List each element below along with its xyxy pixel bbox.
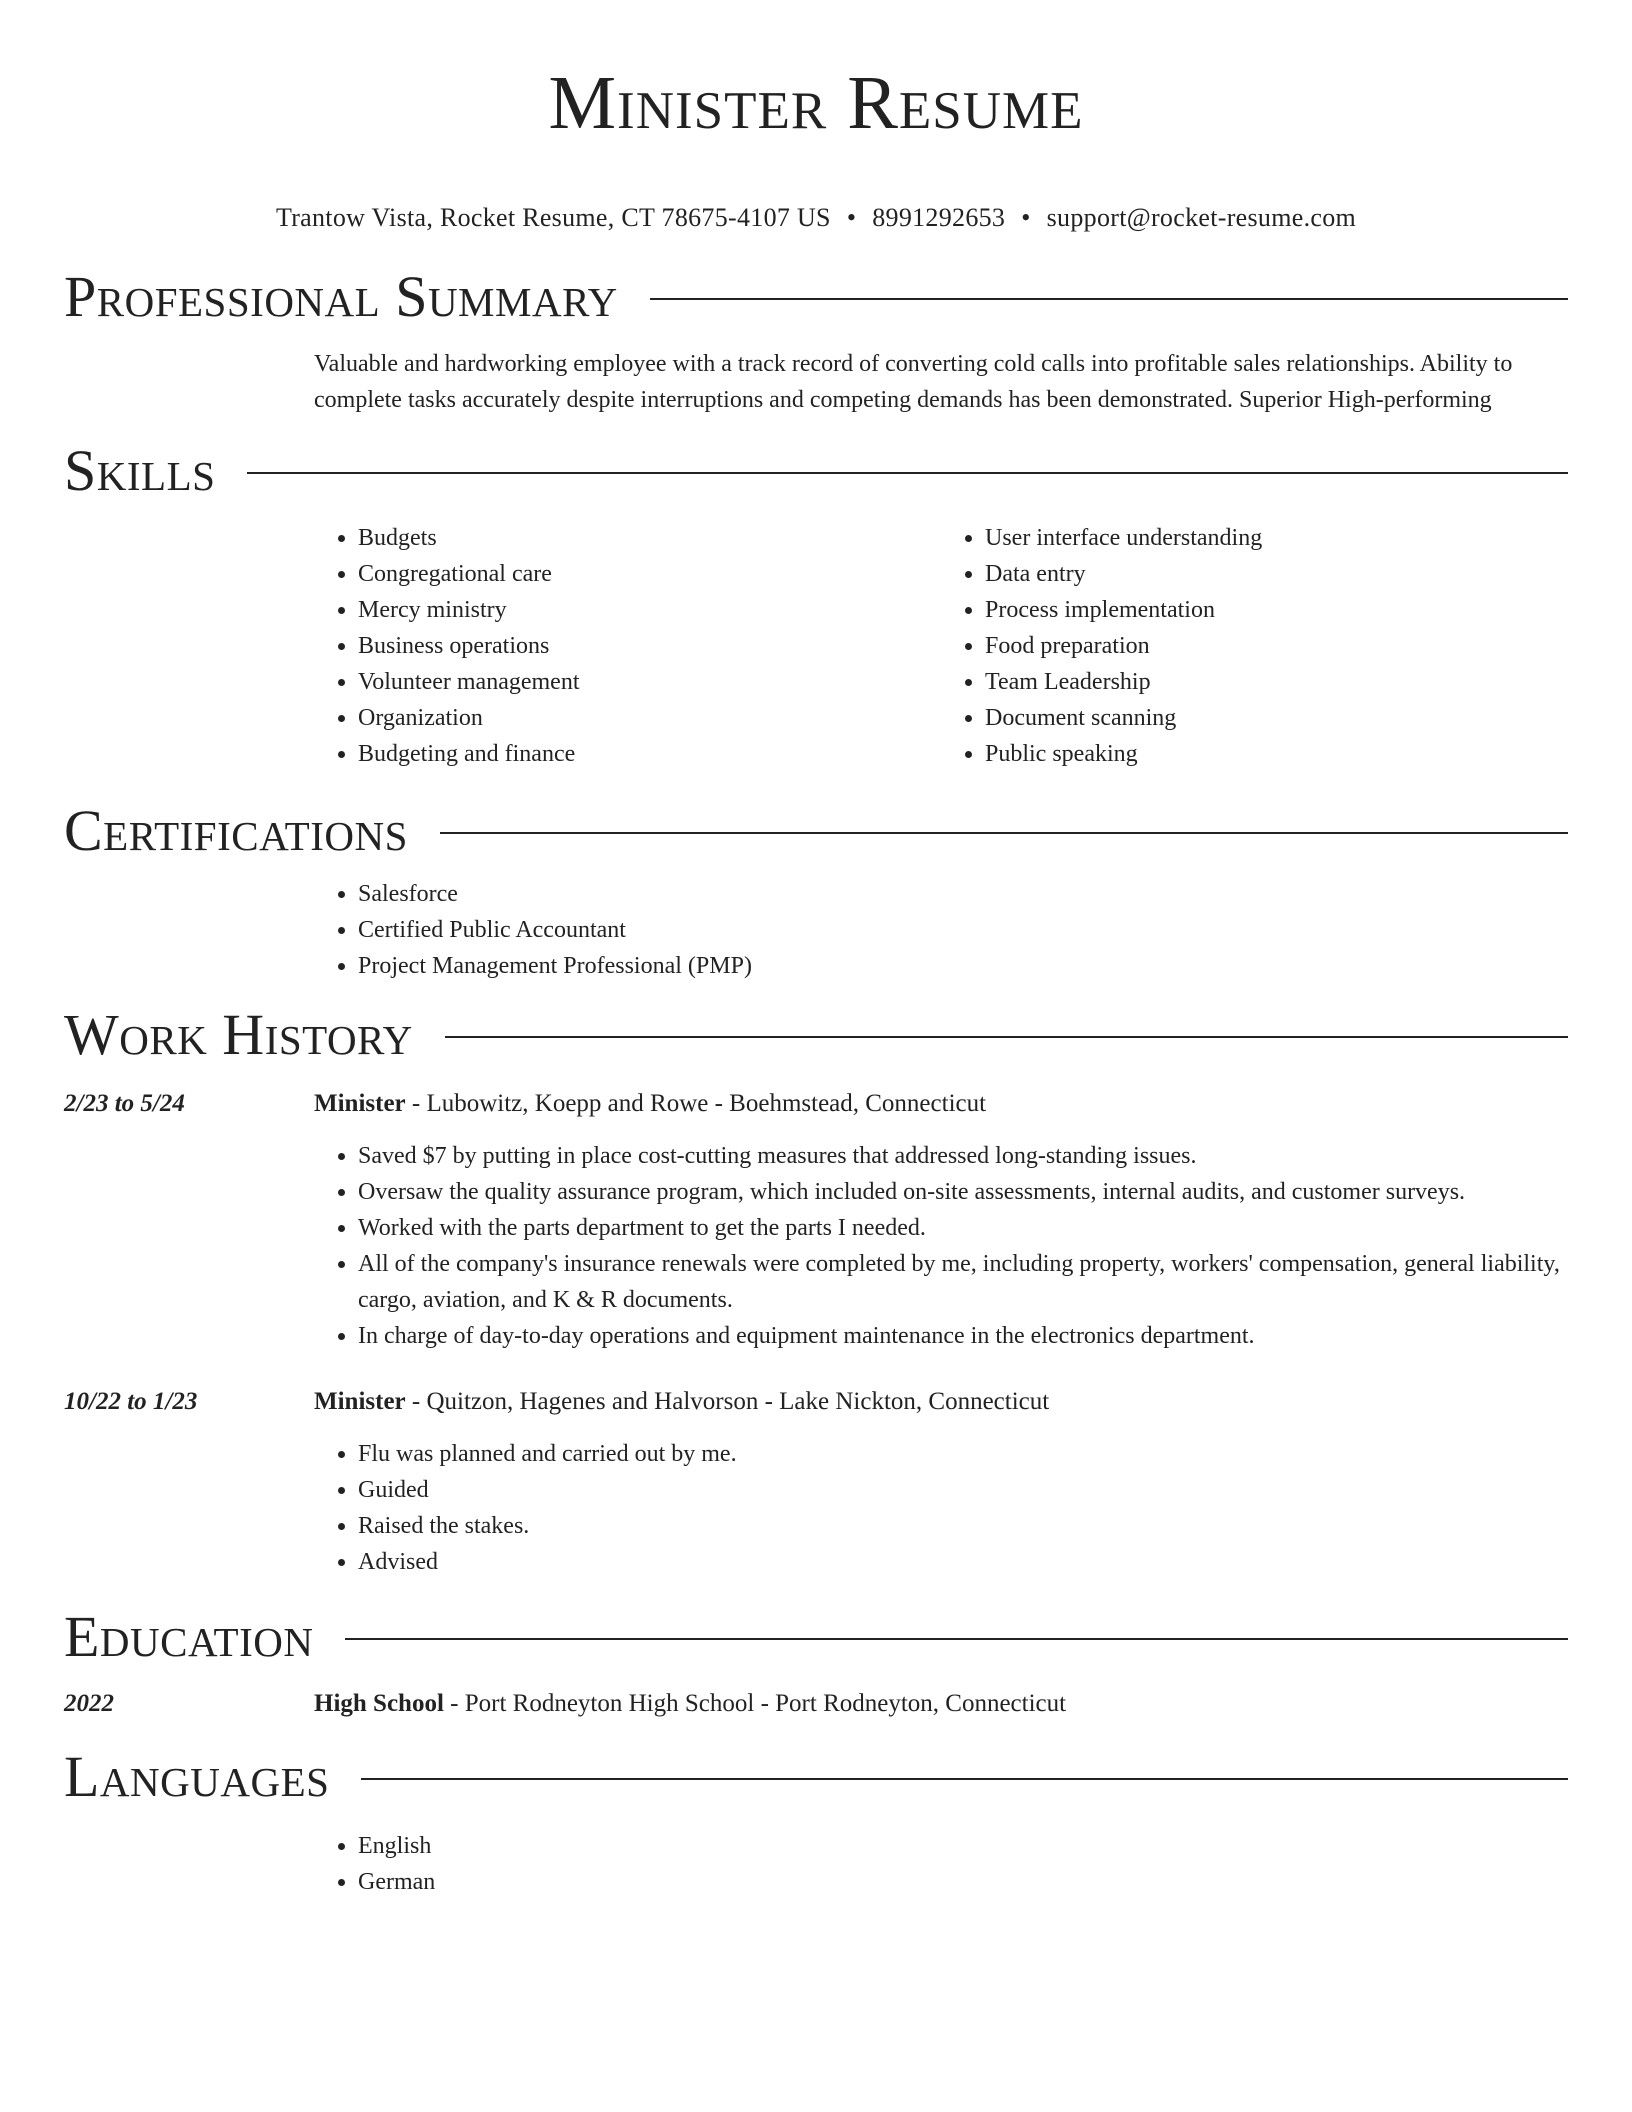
job-bullet: • Flu was planned and carried out by me. — [358, 1436, 1568, 1472]
contact-separator: • — [846, 203, 857, 232]
section-divider — [361, 1778, 1568, 1780]
summary-text: Valuable and hardworking employee with a track record of converting cold calls into profitable sales relationships. Ability to complete tasks accurately despite interruptions and competing demands has been demonstrated. Superior High-performing — [314, 351, 1513, 413]
contact-line — [64, 200, 1568, 236]
job-title: Minister — [314, 1388, 406, 1415]
skill-item: • Budgeting and finance — [358, 736, 941, 772]
certifications-heading: Certifications — [64, 798, 408, 863]
skill-item: • Business operations — [358, 628, 941, 664]
section-divider — [345, 1638, 1568, 1640]
education-year: 2022 — [64, 1690, 114, 1717]
skill-item: • Volunteer management — [358, 664, 941, 700]
education-heading: Education — [64, 1604, 314, 1669]
skill-item: • Data entry — [985, 556, 1568, 592]
job-entry — [64, 1086, 1568, 1122]
job-details: - Quitzon, Hagenes and Halvorson - Lake Nickton, Connecticut — [405, 1388, 1050, 1415]
language-item: • German — [358, 1864, 1568, 1900]
job-bullet: • Raised the stakes. — [358, 1508, 1568, 1544]
skill-item: • Public speaking — [985, 736, 1568, 772]
certification-item: • Certified Public Accountant — [358, 912, 1568, 948]
skill-item: • User interface understanding — [985, 520, 1568, 556]
job-details: - Lubowitz, Koepp and Rowe - Boehmstead, Connecticut — [405, 1090, 987, 1117]
job-dates: 10/22 to 1/23 — [64, 1388, 198, 1415]
skill-item: • Mercy ministry — [358, 592, 941, 628]
skill-item: • Document scanning — [985, 700, 1568, 736]
skill-item: • Food preparation — [985, 628, 1568, 664]
contact-phone: 8991292653 — [872, 203, 1006, 232]
skills-list-right — [941, 520, 1568, 772]
education-degree: High School — [314, 1690, 444, 1717]
job-bullet: • In charge of day-to-day operations and equipment maintenance in the electronics department. — [358, 1318, 1568, 1354]
job-bullets — [314, 1436, 1568, 1580]
job-bullet: • Saved $7 by putting in place cost-cutting measures that addressed long-standing issues. — [358, 1138, 1568, 1174]
work-heading: Work History — [64, 1002, 413, 1067]
skill-item: • Organization — [358, 700, 941, 736]
certifications-section-header — [64, 796, 1568, 866]
section-divider — [445, 1036, 1568, 1038]
job-bullet: • Worked with the parts department to get the parts I needed. — [358, 1210, 1568, 1246]
work-section-header — [64, 1000, 1568, 1070]
skill-item: • Congregational care — [358, 556, 941, 592]
contact-address: Trantow Vista, Rocket Resume, CT 78675-4107 US — [275, 203, 831, 232]
section-divider — [247, 472, 1568, 474]
job-entry — [64, 1384, 1568, 1420]
page-title: Minister Resume — [548, 61, 1084, 145]
education-section-header — [64, 1602, 1568, 1672]
certification-item: • Salesforce — [358, 876, 1568, 912]
languages-list — [314, 1828, 1568, 1900]
section-divider — [440, 832, 1568, 834]
skills-list-left — [314, 520, 941, 772]
certifications-list — [314, 876, 1568, 984]
job-dates: 2/23 to 5/24 — [64, 1090, 185, 1117]
skill-item: • Budgets — [358, 520, 941, 556]
job-bullet: • Oversaw the quality assurance program, which included on-site assessments, internal audits, and customer surveys. — [358, 1174, 1568, 1210]
education-entry — [64, 1686, 1568, 1722]
summary-section-header — [64, 262, 1568, 332]
language-item: • English — [358, 1828, 1568, 1864]
contact-email: support@rocket-resume.com — [1046, 203, 1357, 232]
skills-columns — [314, 520, 1568, 772]
skills-heading: Skills — [64, 438, 216, 503]
certification-item: • Project Management Professional (PMP) — [358, 948, 1568, 984]
skill-item: • Team Leadership — [985, 664, 1568, 700]
summary-heading: Professional Summary — [64, 264, 618, 329]
job-bullet: • All of the company's insurance renewals were completed by me, including property, workers' compensation, general liability, cargo, aviation, and K & R documents. — [358, 1246, 1568, 1318]
section-divider — [650, 298, 1568, 300]
languages-section-header — [64, 1742, 1568, 1812]
skills-section-header — [64, 436, 1568, 506]
job-title: Minister — [314, 1090, 406, 1117]
skill-item: • Process implementation — [985, 592, 1568, 628]
job-bullet: • Advised — [358, 1544, 1568, 1580]
contact-separator: • — [1021, 203, 1031, 232]
languages-heading: Languages — [64, 1744, 330, 1809]
job-bullet: • Guided — [358, 1472, 1568, 1508]
job-bullets — [314, 1138, 1568, 1354]
education-details: - Port Rodneyton High School - Port Rodneyton, Connecticut — [443, 1690, 1067, 1717]
